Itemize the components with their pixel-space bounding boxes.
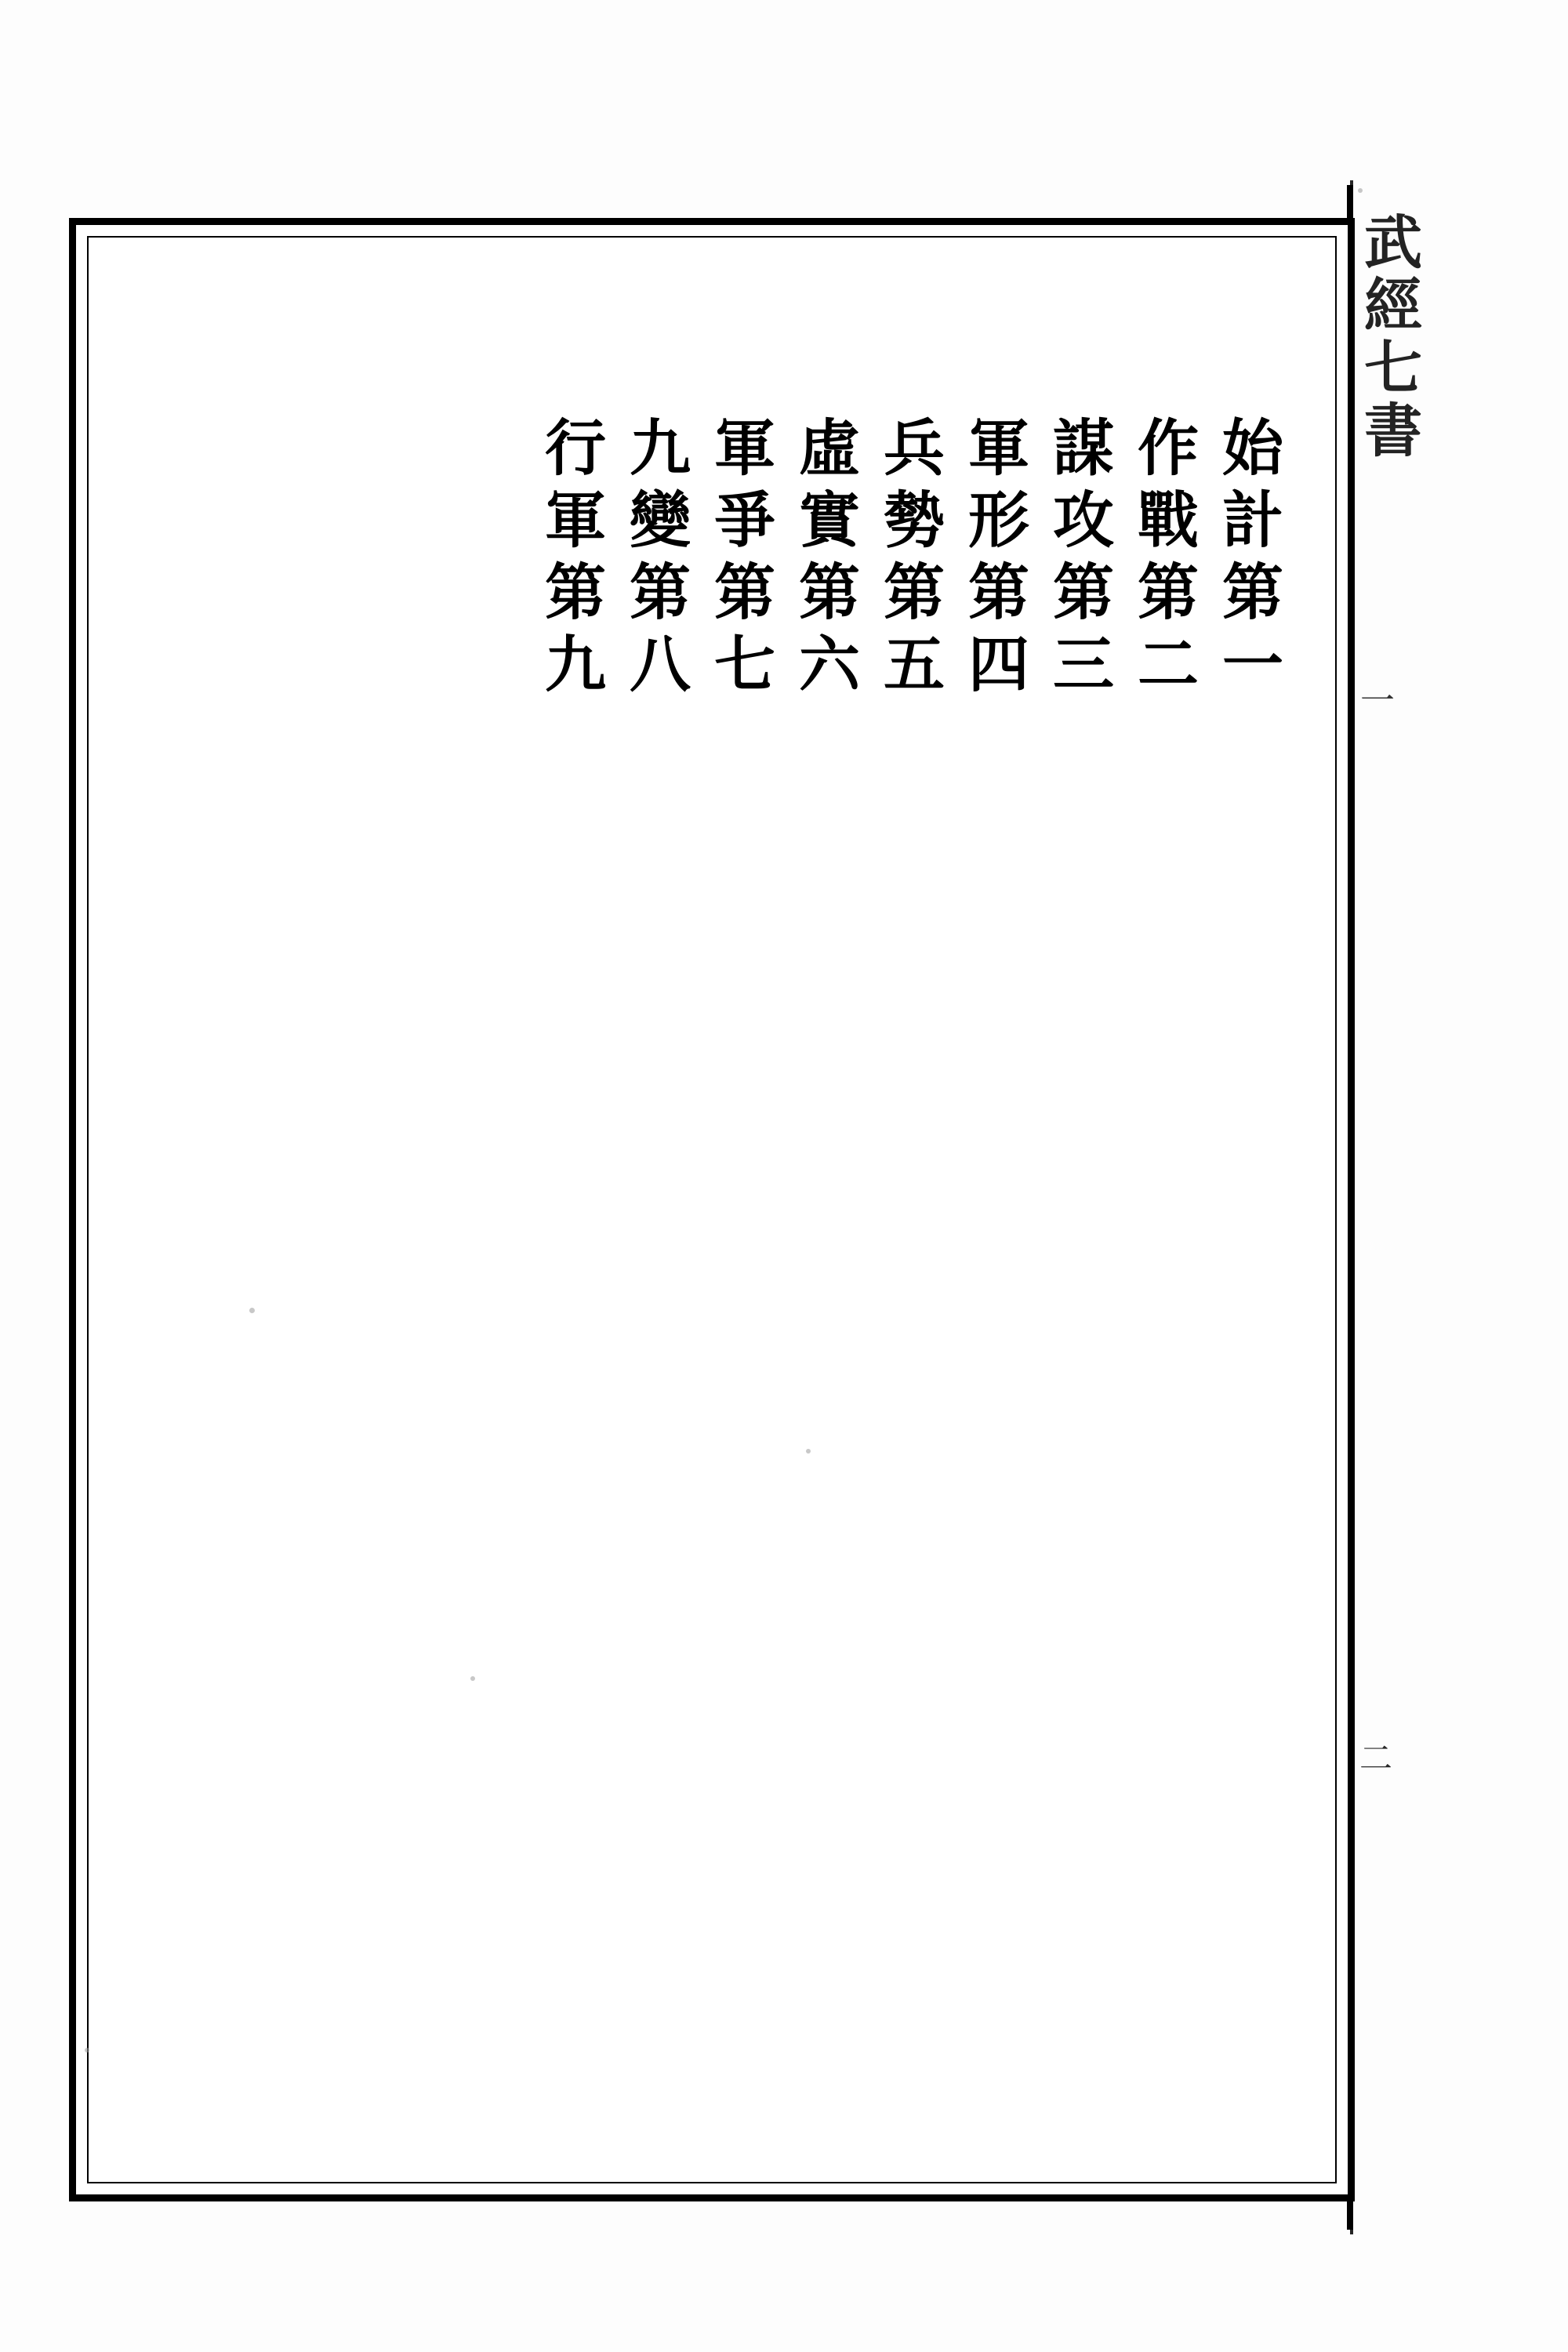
toc-entry[interactable]: 軍爭第七 [704, 416, 775, 704]
toc-entry[interactable]: 行軍第九 [535, 416, 606, 704]
banxin-volume-mark: 一 [1354, 682, 1394, 717]
banxin-book-title: 武經七書 [1355, 212, 1422, 463]
scan-speck [806, 1449, 811, 1454]
toc-entry[interactable]: 虛實第六 [789, 416, 860, 704]
banxin-page-number: 二 [1355, 1740, 1393, 1773]
toc-entry[interactable]: 作戰第二 [1127, 416, 1199, 704]
scan-speck [470, 1676, 475, 1681]
toc-entry[interactable]: 兵勢第五 [873, 416, 945, 704]
spine-rule-line [1350, 180, 1353, 2234]
toc-entry[interactable]: 謀攻第三 [1043, 416, 1114, 704]
banxin-margin-strip [1301, 180, 1422, 2234]
scan-speck [249, 1308, 255, 1313]
toc-entry[interactable]: 軍形第四 [958, 416, 1029, 704]
toc-entry[interactable]: 始計第一 [1212, 416, 1283, 704]
scan-speck [1358, 188, 1363, 193]
table-of-contents [94, 416, 1283, 964]
toc-entry[interactable]: 九變第八 [619, 416, 691, 704]
scan-speck [85, 2048, 89, 2053]
